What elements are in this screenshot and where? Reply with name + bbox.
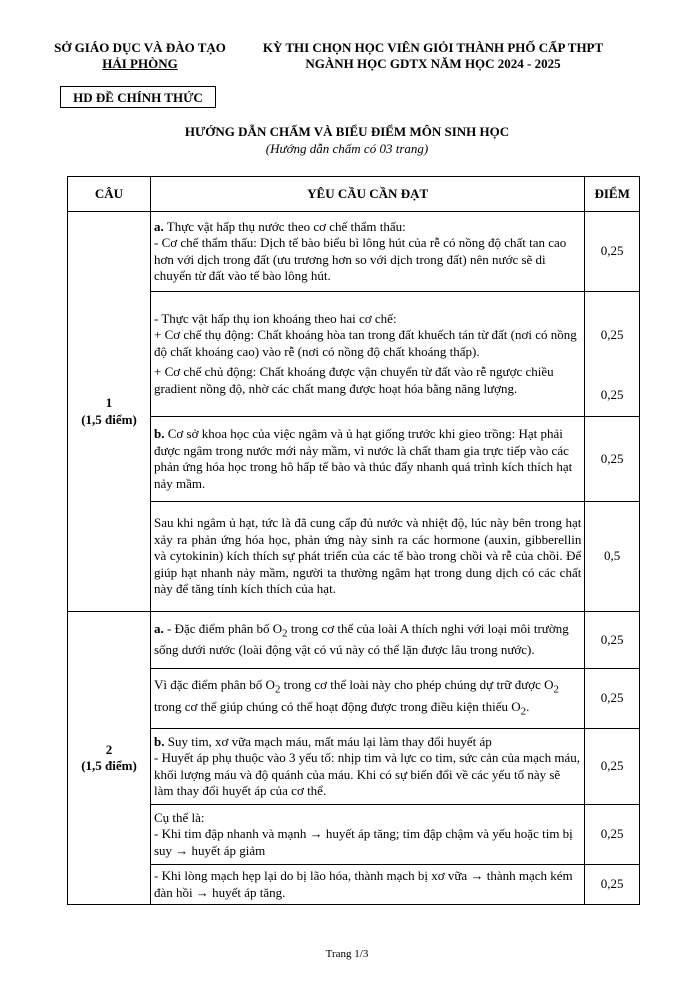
requirement-cell — [151, 502, 585, 612]
requirement-cell — [151, 865, 585, 905]
table-row — [68, 865, 640, 905]
part-label: b. — [154, 733, 165, 749]
points-value: 0,25 — [600, 327, 624, 342]
question-points: (1,5 điểm) — [81, 758, 137, 773]
table-row — [68, 805, 640, 865]
table-row — [68, 417, 640, 502]
question-number: 1 — [105, 395, 113, 410]
part-label: b. — [154, 426, 165, 441]
table-row — [68, 612, 640, 669]
grading-table — [67, 176, 640, 905]
requirement-cell: Vì đặc điểm phân bố $O_2$ trong cơ thể loài này cho phép chúng dự trữ được $O_2$ trong cơ thể giúp chúng có thể hoạt động được trong điều kiện thiếu $O_2$. — [151, 669, 585, 729]
question-points: (1,5 điểm) — [81, 411, 137, 427]
points-cell: 0,25 — [585, 669, 640, 729]
requirement-cell — [151, 729, 585, 805]
requirement-text: + Cơ chế thụ động: Chất khoáng hòa tan trong đất khuếch tán từ đất (nơi có nồng độ chất khoáng cao) vào rễ (nơi có nồng độ chất khoáng thấp). — [154, 327, 577, 359]
header-cau: CÂU — [68, 177, 151, 212]
question-number: 2 — [105, 741, 113, 757]
points-cell: 0,25 — [585, 805, 640, 865]
requirement-head: Thực vật hấp thụ nước theo cơ chế thẩm thấu: — [163, 218, 406, 234]
part-label: a. — [154, 218, 164, 234]
requirement-text: + Cơ chế chủ động: Chất khoáng được vận chuyển từ đất vào rễ ngược chiều gradient nồng độ, nhờ các chất mang được hoạt hóa bằng năng lượng. — [154, 364, 554, 396]
points-cell: 0,25 — [585, 612, 640, 669]
table-row — [68, 212, 640, 292]
requirement-cell — [151, 212, 585, 292]
points-cell: 0,25 — [585, 417, 640, 502]
points-cell: 0,5 — [585, 502, 640, 612]
requirement-head: Suy tim, xơ vữa mạch máu, mất máu lại làm thay đổi huyết áp — [164, 733, 492, 749]
question-1-cell — [68, 212, 151, 612]
department-line2: HẢI PHÒNG — [102, 56, 178, 71]
requirement-cell — [151, 292, 585, 417]
points-cell: 0,25 — [585, 865, 640, 905]
requirement-cell — [151, 805, 585, 865]
table-row — [68, 292, 640, 417]
official-box: HD ĐỀ CHÍNH THỨC — [60, 86, 216, 108]
exam-line2: NGÀNH HỌC GDTX NĂM HỌC 2024 - 2025 — [305, 56, 561, 71]
department-header — [42, 40, 238, 72]
header-points: ĐIỂM — [585, 177, 640, 212]
points-cell — [585, 292, 640, 417]
table-row — [68, 669, 640, 729]
page-number: Trang 1/3 — [325, 948, 369, 960]
points-cell: 0,25 — [585, 729, 640, 805]
requirement-cell: a. - Đặc điểm phân bố $O_2$ trong cơ thể của loài A thích nghi với loại môi trường sống dưới nước (loài động vật có vú này có thể lặn được lâu trong nước). — [151, 612, 585, 669]
requirement-text: Sau khi ngâm ủ hạt, tức là đã cung cấp đủ nước và nhiệt độ, lúc này bên trong hạt xảy ra phản ứng hóa học, phản ứng này sinh ra các hormone (auxin, gibberellin và cytokinin) kích thích sự phát triển của các tế bào trong chồi và rễ của chồi. Để giúp hạt nhanh nảy mầm, người ta thường ngâm hạt trong dung dịch có các chất này để tăng tính kích thích của hạt. — [154, 515, 582, 597]
points-cell: 0,25 — [585, 212, 640, 292]
exam-line1: KỲ THI CHỌN HỌC VIÊN GIỎI THÀNH PHỐ CẤP THPT — [262, 40, 604, 55]
points-value: 0,25 — [600, 386, 624, 402]
doc-title: HƯỚNG DẪN CHẤM VÀ BIỂU ĐIỂM MÔN SINH HỌC — [184, 124, 510, 139]
department-line1: SỞ GIÁO DỤC VÀ ĐÀO TẠO — [54, 40, 226, 55]
requirement-head: Cụ thể là: — [154, 809, 205, 825]
requirement-text: - Khi tim đập nhanh và mạnh → huyết áp tăng; tim đập chậm và yếu hoặc tim bị suy → huyết áp giảm — [154, 826, 573, 858]
part-label: a. — [154, 621, 164, 637]
header-requirement: YÊU CẦU CẦN ĐẠT — [151, 177, 585, 212]
requirement-text: - Huyết áp phụ thuộc vào 3 yếu tố: nhịp tim và lực co tim, sức cản của mạch máu, khối lượng máu và độ quánh của máu. Khi có sự biến đổi về các yếu tố này sẽ làm thay đổi huyết áp của cơ thể. — [154, 750, 581, 798]
requirement-cell — [151, 417, 585, 502]
doc-subtitle: (Hướng dẫn chấm có 03 trang) — [265, 141, 429, 156]
requirement-head: - Thực vật hấp thụ ion khoáng theo hai cơ chế: — [154, 310, 397, 326]
table-row — [68, 502, 640, 612]
requirement-text: - Cơ chế thẩm thấu: Dịch tế bào biểu bì lông hút của rễ có nồng độ chất tan cao hơn với dịch trong đất (ưu trương hơn so với dịch trong đất) nên nước sẽ di chuyển từ đất vào tế bào lông hút. — [154, 235, 567, 283]
requirement-text: - Khi lòng mạch hẹp lại do bị lão hóa, thành mạch bị xơ vữa → thành mạch kém đàn hồi → huyết áp tăng. — [154, 868, 573, 900]
table-row — [68, 729, 640, 805]
exam-header — [238, 40, 628, 72]
question-2-cell — [68, 612, 151, 905]
requirement-text: Cơ sở khoa học của việc ngâm và ủ hạt giống trước khi gieo trồng: Hạt phải được ngâm trong nước mới nảy mầm, vì nước là chất tham gia trực tiếp vào các phản ứng hóa học trong hô hấp tế bào và thúc đẩy nhanh quá trình kích thích hạt nảy mầm. — [154, 426, 573, 491]
table-header-row — [68, 177, 640, 212]
